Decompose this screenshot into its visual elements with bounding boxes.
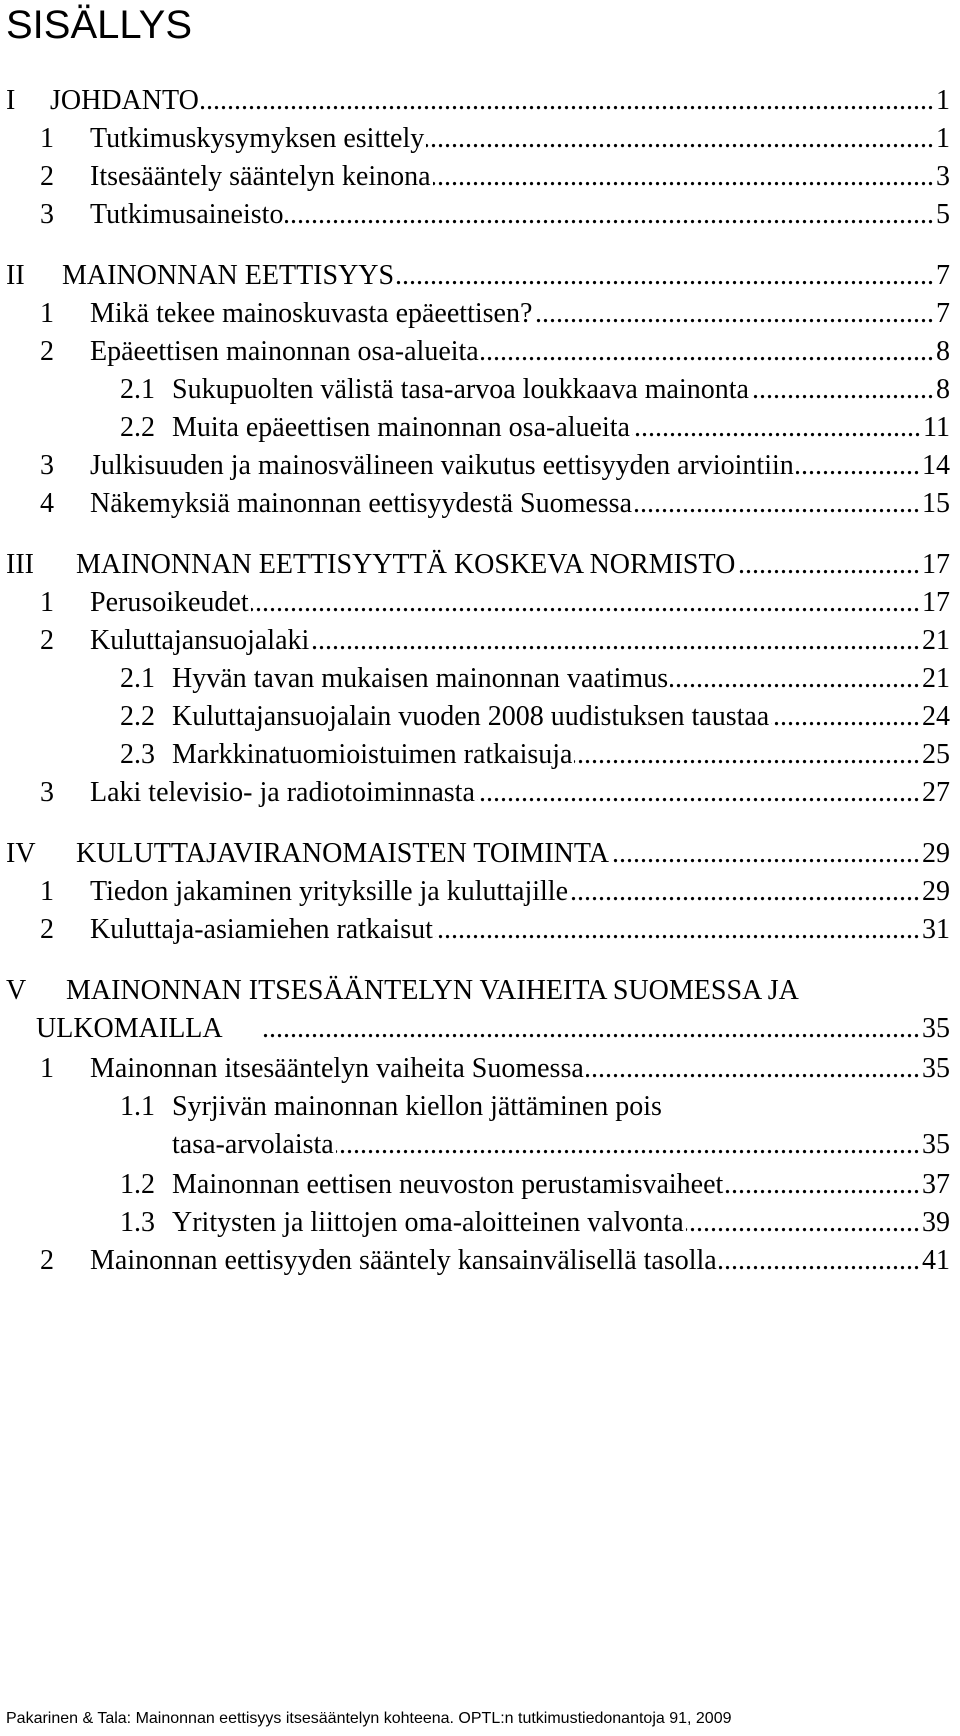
toc-entry-page: 35: [922, 1129, 950, 1160]
toc-entry-number: 1: [40, 587, 54, 618]
toc-entry[interactable]: [0, 659, 950, 699]
toc-entry-page: 5: [936, 199, 950, 230]
toc-leader-dots: [796, 446, 920, 486]
toc-leader-dots: [534, 294, 934, 334]
toc-entry-title: Muita epäeettisen mainonnan osa-alueita: [172, 412, 630, 443]
toc-entry[interactable]: [0, 484, 950, 524]
toc-entry-title: MAINONNAN EETTISYYTTÄ KOSKEVA NORMISTO: [76, 549, 736, 580]
toc-entry-title: Hyvän tavan mukaisen mainonnan vaatimus: [172, 663, 669, 694]
toc-leader-dots: [751, 370, 934, 410]
toc-entry-page: 29: [922, 876, 950, 907]
toc-entry[interactable]: [0, 332, 950, 372]
toc-entry-title: Markkinatuomioistuimen ratkaisuja: [172, 739, 573, 770]
toc-entry[interactable]: [0, 735, 950, 775]
toc-entry-number: 4: [40, 488, 54, 519]
toc-leader-dots: [285, 195, 934, 235]
toc-entry-continuation[interactable]: [0, 1125, 950, 1165]
toc-entry-number: 2: [40, 336, 54, 367]
toc-entry-page: 27: [922, 777, 950, 808]
toc-entry-page: 8: [936, 374, 950, 405]
toc-entry[interactable]: [0, 446, 950, 486]
toc-entry-page: 25: [922, 739, 950, 770]
toc-entry[interactable]: [0, 697, 950, 737]
toc-entry[interactable]: [0, 157, 950, 197]
toc-leader-dots: [570, 872, 920, 912]
toc-entry-number: 2.2: [120, 412, 155, 443]
toc-entry-page: 21: [922, 663, 950, 694]
toc-entry-page: 1: [936, 85, 950, 116]
toc-entry-number: 1: [40, 1053, 54, 1084]
toc-leader-dots: [737, 545, 920, 585]
toc-entry-page: 35: [922, 1013, 950, 1044]
toc-leader-dots: [670, 659, 920, 699]
toc-entry-title: Yritysten ja liittojen oma-aloitteinen valvonta: [172, 1207, 684, 1238]
toc-entry[interactable]: [0, 408, 950, 448]
toc-leader-dots: [426, 119, 934, 159]
toc-leader-dots: [725, 1165, 920, 1205]
toc-entry-number: 1.2: [120, 1169, 155, 1200]
toc-leader-dots: [336, 1125, 920, 1165]
toc-entry-number: 3: [40, 777, 54, 808]
toc-entry-title: Mainonnan eettisen neuvoston perustamisvaiheet: [172, 1169, 724, 1200]
toc-entry-number: 2.1: [120, 663, 155, 694]
toc-entry[interactable]: [0, 195, 950, 235]
toc-entry[interactable]: [0, 910, 950, 950]
toc-entry-title: Laki televisio- ja radiotoiminnasta: [90, 777, 475, 808]
toc-entry-title: Perusoikeudet: [90, 587, 249, 618]
toc-leader-dots: [481, 332, 934, 372]
toc-leader-dots: [251, 583, 920, 623]
toc-entry[interactable]: [0, 545, 950, 585]
toc-entry-title: Tutkimusaineisto: [90, 199, 284, 230]
toc-entry[interactable]: [0, 1241, 950, 1281]
toc-entry-page: 41: [922, 1245, 950, 1276]
toc-entry-page: 31: [922, 914, 950, 945]
toc-entry-page: 39: [922, 1207, 950, 1238]
toc-entry-title: Mikä tekee mainoskuvasta epäeettisen?: [90, 298, 533, 329]
toc-entry-page: 17: [922, 549, 950, 580]
toc-entry-page: 14: [922, 450, 950, 481]
toc-entry[interactable]: [0, 1165, 950, 1205]
toc-entry[interactable]: [0, 81, 950, 121]
toc-entry[interactable]: [0, 256, 950, 296]
toc-leader-dots: [433, 157, 934, 197]
toc-leader-dots: [771, 697, 920, 737]
toc-entry-number: 1.3: [120, 1207, 155, 1238]
toc-entry-number: V: [6, 975, 27, 1006]
toc-leader-dots: [586, 1049, 920, 1089]
toc-entry-number: 2: [40, 1245, 54, 1276]
toc-leader-dots: [263, 1009, 920, 1049]
toc-entry[interactable]: [0, 370, 950, 410]
toc-entry[interactable]: [0, 834, 950, 874]
toc-entry-page: 24: [922, 701, 950, 732]
toc-entry[interactable]: [0, 872, 950, 912]
toc-entry-page: 3: [936, 161, 950, 192]
toc-entry-number: 2: [40, 161, 54, 192]
toc-entry-page: 1: [936, 123, 950, 154]
toc-entry-title-continued: ULKOMAILLA: [36, 1013, 223, 1044]
toc-entry-title-continued: tasa-arvolaista: [172, 1129, 334, 1160]
toc-entry-page: 15: [922, 488, 950, 519]
page-title: SISÄLLYS: [6, 3, 193, 47]
toc-entry-number: 2.3: [120, 739, 155, 770]
toc-entry-continuation[interactable]: [0, 1009, 950, 1049]
toc-leader-dots: [611, 834, 920, 874]
toc-entry-page: 8: [936, 336, 950, 367]
toc-entry[interactable]: [0, 621, 950, 661]
toc-entry-page: 7: [936, 298, 950, 329]
toc-leader-dots: [686, 1203, 920, 1243]
toc-entry[interactable]: [0, 119, 950, 159]
toc-entry[interactable]: [0, 1049, 950, 1089]
toc-entry-number: 1: [40, 123, 54, 154]
toc-entry-title: Kuluttajansuojalaki: [90, 625, 310, 656]
page-footer: Pakarinen & Tala: Mainonnan eettisyys itsesääntelyn kohteena. OPTL:n tutkimustiedonantoja 91, 2009: [6, 1710, 732, 1727]
toc-entry-number: 2: [40, 625, 54, 656]
toc-leader-dots: [574, 735, 920, 775]
toc-entry-page: 7: [936, 260, 950, 291]
toc-entry-number: 1: [40, 298, 54, 329]
toc-entry-number: 3: [40, 199, 54, 230]
toc-entry[interactable]: [0, 1203, 950, 1243]
toc-entry-number: 2: [40, 914, 54, 945]
toc-entry-number: 2.2: [120, 701, 155, 732]
toc-entry-title: Mainonnan itsesääntelyn vaiheita Suomessa: [90, 1053, 584, 1084]
toc-leader-dots: [477, 773, 920, 813]
toc-entry[interactable]: [0, 971, 950, 1011]
toc-entry-title: JOHDANTO: [50, 85, 199, 116]
toc-entry-number: 2.1: [120, 374, 155, 405]
toc-entry-title: Itsesääntely sääntelyn keinona: [90, 161, 431, 192]
toc-entry-number: III: [6, 549, 34, 580]
toc-entry-page: 35: [922, 1053, 950, 1084]
toc-leader-dots: [632, 408, 921, 448]
toc-entry-page: 29: [922, 838, 950, 869]
toc-entry-page: 21: [922, 625, 950, 656]
toc-leader-dots: [634, 484, 920, 524]
toc-entry[interactable]: [0, 1087, 950, 1127]
toc-entry-number: 1: [40, 876, 54, 907]
toc-entry-title: Julkisuuden ja mainosvälineen vaikutus eettisyyden arviointiin: [90, 450, 794, 481]
toc-entry-title: Epäeettisen mainonnan osa-alueita: [90, 336, 479, 367]
toc-entry-number: I: [6, 85, 16, 116]
toc-entry-title: Mainonnan eettisyyden sääntely kansainvälisellä tasolla: [90, 1245, 717, 1276]
toc-entry[interactable]: [0, 583, 950, 623]
toc-entry-title: Tutkimuskysymyksen esittely: [90, 123, 425, 154]
toc-entry-number: IV: [6, 838, 36, 869]
toc-entry-page: 11: [923, 412, 950, 443]
toc-entry-title: Näkemyksiä mainonnan eettisyydestä Suomessa: [90, 488, 632, 519]
toc-entry-title: Kuluttaja-asiamiehen ratkaisut: [90, 914, 433, 945]
toc-entry-title: Tiedon jakaminen yrityksille ja kuluttajille: [90, 876, 569, 907]
toc-entry-title: Sukupuolten välistä tasa-arvoa loukkaava mainonta: [172, 374, 749, 405]
toc-entry[interactable]: [0, 294, 950, 334]
toc-leader-dots: [435, 910, 920, 950]
toc-entry-page: 37: [922, 1169, 950, 1200]
toc-entry-number: 1.1: [120, 1091, 155, 1122]
toc-entry-title: Kuluttajansuojalain vuoden 2008 uudistuksen taustaa: [172, 701, 770, 732]
toc-entry-number: II: [6, 260, 25, 291]
toc-entry-title: Syrjivän mainonnan kiellon jättäminen pois: [172, 1091, 662, 1122]
toc-leader-dots: [396, 256, 934, 296]
toc-entry-title: MAINONNAN EETTISYYS: [62, 260, 395, 291]
toc-entry-number: 3: [40, 450, 54, 481]
toc-entry-title: KULUTTAJAVIRANOMAISTEN TOIMINTA: [76, 838, 609, 869]
toc-leader-dots: [719, 1241, 920, 1281]
toc-entry[interactable]: [0, 773, 950, 813]
toc-entry-page: 17: [922, 587, 950, 618]
toc-leader-dots: [311, 621, 920, 661]
toc-leader-dots: [201, 81, 934, 121]
toc-entry-title: MAINONNAN ITSESÄÄNTELYN VAIHEITA SUOMESSA JA: [66, 975, 799, 1006]
